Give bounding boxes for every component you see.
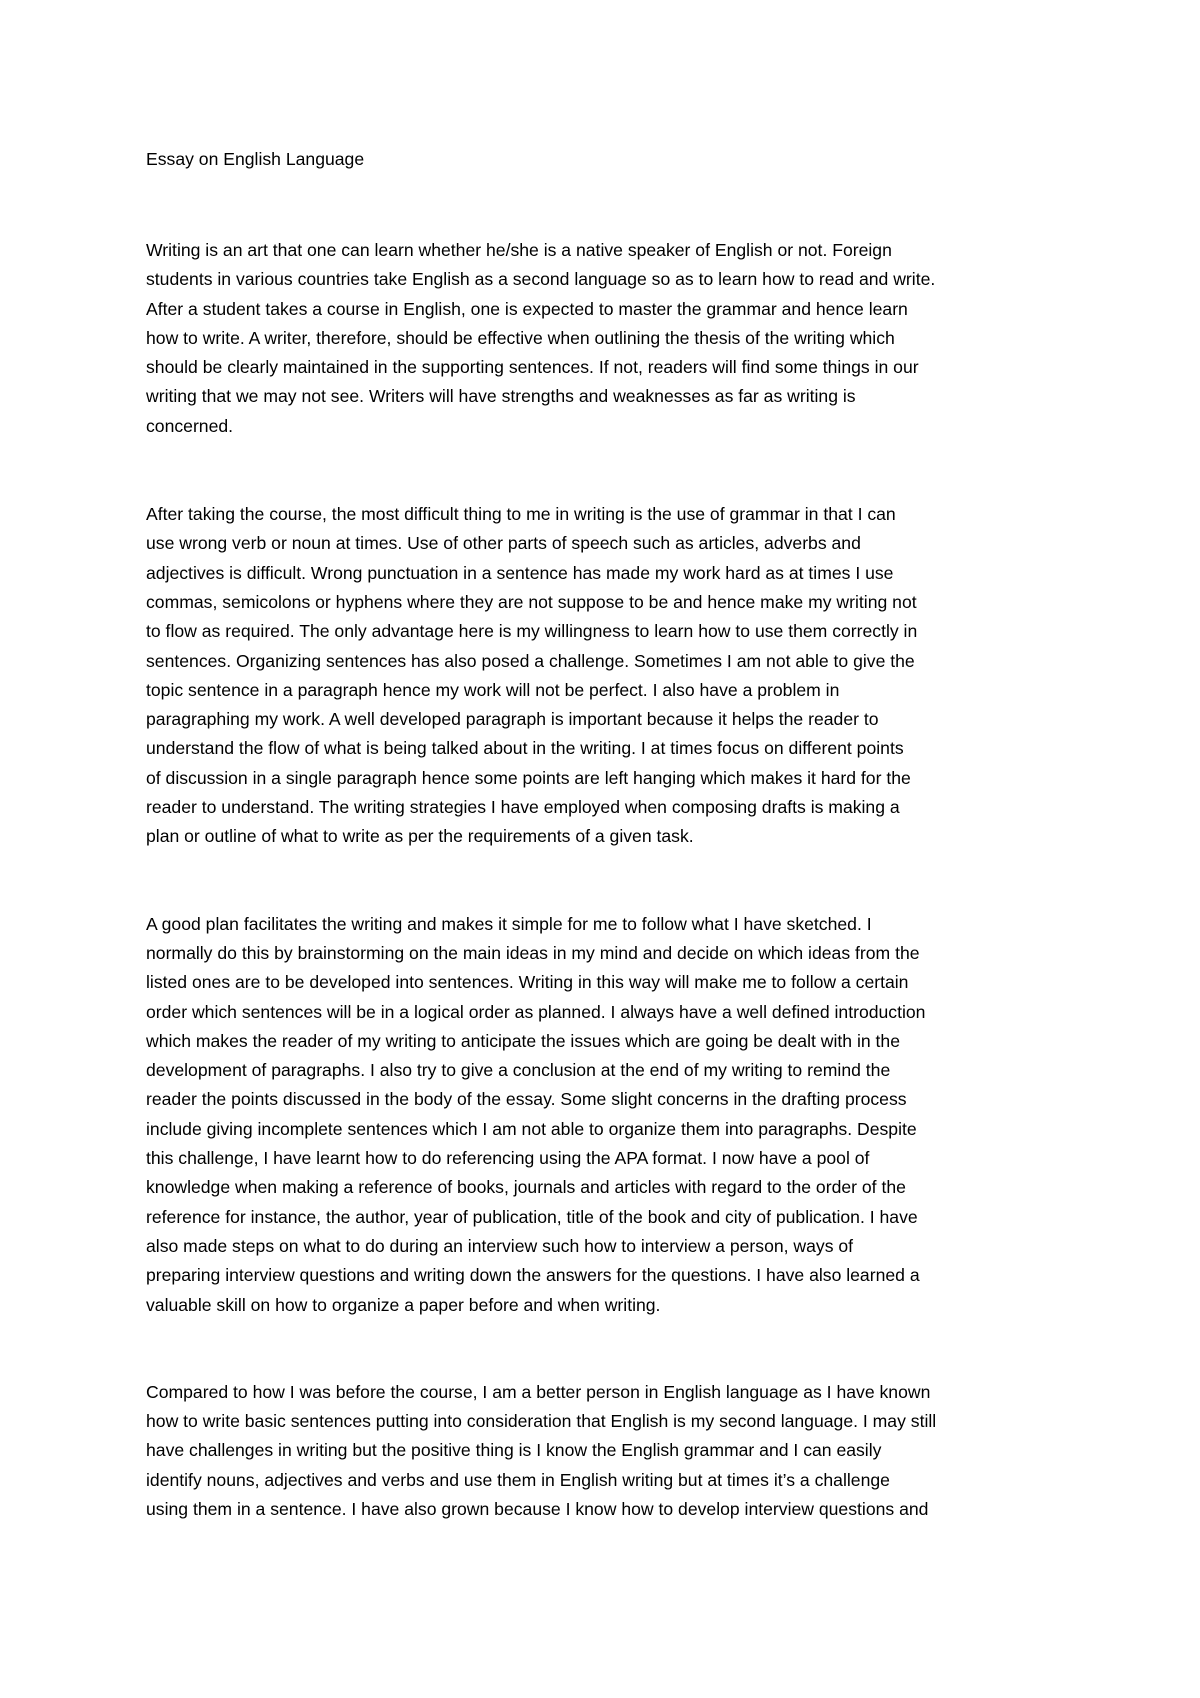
text-line: concerned. [146,415,234,436]
text-line: of discussion in a single paragraph hence some points are left hanging which makes it hard for the [146,767,911,788]
text-line: sentences. Organizing sentences has also posed a challenge. Sometimes I am not able to give the [146,650,915,671]
text-line: reader the points discussed in the body of the essay. Some slight concerns in the drafting process [146,1089,907,1110]
text-line: have challenges in writing but the positive thing is I know the English grammar and I can easily [146,1440,882,1461]
text-line: Compared to how I was before the course, I am a better person in English language as I have known [146,1381,931,1402]
text-line: use wrong verb or noun at times. Use of other parts of speech such as articles, adverbs and [146,533,861,554]
text-line: should be clearly maintained in the supporting sentences. If not, readers will find some things in our [146,357,919,378]
text-line: Writing is an art that one can learn whether he/she is a native speaker of English or not. Foreign [146,240,892,260]
text-line: paragraphing my work. A well developed paragraph is important because it helps the reader to [146,709,879,730]
text-line: students in various countries take English as a second language so as to learn how to read and write. [146,269,936,290]
text-line: identify nouns, adjectives and verbs and use them in English writing but at times it’s a challenge [146,1469,890,1490]
text-line: commas, semicolons or hyphens where they are not suppose to be and hence make my writing not [146,591,917,612]
text-line: adjectives is difficult. Wrong punctuation in a sentence has made my work hard as at times I use [146,562,894,583]
text-line: how to write. A writer, therefore, should be effective when outlining the thesis of the writing which [146,327,895,348]
text-line: valuable skill on how to organize a paper before and when writing. [146,1294,661,1315]
document-body [146,144,1061,1524]
text-line: listed ones are to be developed into sentences. Writing in this way will make me to follow a certain [146,972,909,993]
paragraph-1 [146,236,1061,441]
text-line: normally do this by brainstorming on the main ideas in my mind and decide on which ideas from the [146,942,920,963]
text-line: also made steps on what to do during an interview such how to interview a person, ways of [146,1235,854,1256]
paragraph-3 [146,910,1061,1320]
text-line: reader to understand. The writing strategies I have employed when composing drafts is making a [146,797,900,818]
text-line: include giving incomplete sentences which I am not able to organize them into paragraphs. Despite [146,1118,917,1139]
text-line: using them in a sentence. I have also grown because I know how to develop interview questions and [146,1498,929,1519]
text-line: order which sentences will be in a logical order as planned. I always have a well defined introduction [146,1001,926,1022]
text-line: plan or outline of what to write as per the requirements of a given task. [146,826,694,847]
paragraph-2 [146,500,1061,852]
text-line: topic sentence in a paragraph hence my work will not be perfect. I also have a problem in [146,679,840,700]
text-line: writing that we may not see. Writers will have strengths and weaknesses as far as writing is [146,386,856,407]
text-line: preparing interview questions and writing down the answers for the questions. I have also learned a [146,1265,920,1286]
paragraph-4 [146,1378,1061,1524]
text-line: knowledge when making a reference of books, journals and articles with regard to the order of the [146,1177,906,1198]
text-line: After taking the course, the most difficult thing to me in writing is the use of grammar in that I can [146,504,896,525]
document-title: Essay on English Language [146,149,365,169]
text-line: this challenge, I have learnt how to do referencing using the APA format. I now have a pool of [146,1148,870,1169]
text-line: to flow as required. The only advantage here is my willingness to learn how to use them correctly in [146,621,918,642]
text-line: reference for instance, the author, year of publication, title of the book and city of publication. I have [146,1206,918,1227]
text-line: After a student takes a course in English, one is expected to master the grammar and hence learn [146,298,908,319]
text-line: how to write basic sentences putting into consideration that English is my second language. I may still [146,1411,937,1432]
text-line: understand the flow of what is being talked about in the writing. I at times focus on different points [146,738,904,759]
text-line: A good plan facilitates the writing and makes it simple for me to follow what I have sketched. I [146,913,872,934]
text-line: which makes the reader of my writing to anticipate the issues which are going be dealt with in the [146,1030,900,1051]
text-line: development of paragraphs. I also try to give a conclusion at the end of my writing to remind the [146,1060,891,1081]
